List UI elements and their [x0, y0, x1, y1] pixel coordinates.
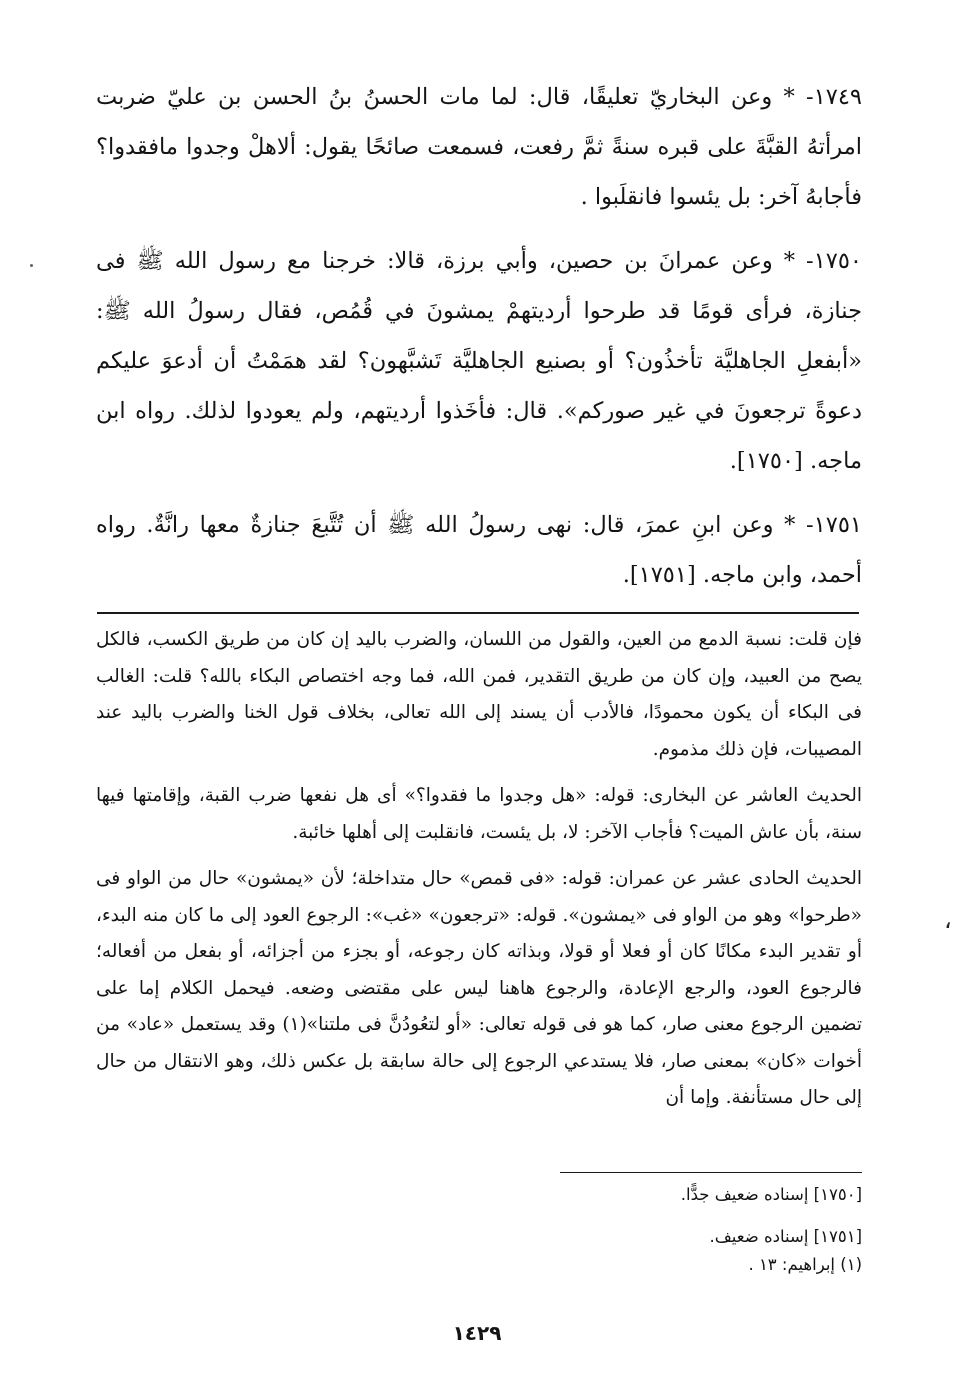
- footnote-quran-ref: (١) إبراهيم: ١٣ .: [748, 1255, 862, 1274]
- commentary-paragraph-2: الحديث العاشر عن البخارى: قوله: «هل وجدوا ما فقدوا؟» أى هل نفعها ضرب القبة، وإقامتها فيها سنة، بأن عاش الميت؟ فأجاب الآخر: لا، بل يئست، فانقلبت إلى أهلها خائبة.: [96, 785, 862, 843]
- page-number: ١٤٢٩: [452, 1321, 502, 1345]
- hadith-section: [96, 72, 862, 614]
- margin-mark: ،: [944, 906, 952, 934]
- footnote-1750: [١٧٥٠] إسناده ضعيف جدًّا.: [680, 1185, 862, 1204]
- main-separator-rule: [97, 612, 859, 614]
- commentary-section: [96, 622, 862, 1127]
- commentary-paragraph-1: فإن قلت: نسبة الدمع من العين، والقول من اللسان، والضرب باليد إن كان من طريق الكسب، فالكل يصح من العبيد، وإن كان من طريق التقدير، فمن الله، فما وجه اختصاص البكاء بالله؟ قلت: الغالب فى البكاء أن يكون محمودًا، فالأدب أن يسند إلى الله تعالى، بخلاف قول الخنا والضرب باليد عند المصيبات، فإن ذلك مذموم.: [96, 629, 862, 760]
- footnote-separator-rule: [560, 1172, 862, 1173]
- footnote-1751: [١٧٥١] إسناده ضعيف.: [709, 1227, 862, 1246]
- hadith-1751: ١٧٥١- * وعن ابنِ عمرَ، قال: نهى رسولُ الله ﷺ أن تُتَّبعَ جنازةٌ معها رانَّةٌ. رواه أحمد، وابن ماجه. [١٧٥١].: [96, 512, 862, 588]
- footnotes-section: [96, 1184, 862, 1296]
- scan-speck: [30, 264, 33, 267]
- hadith-1750: ١٧٥٠- * وعن عمرانَ بن حصين، وأبي برزة، قالا: خرجنا مع رسول الله ﷺ فى جنازة، فرأى قومًا قد طرحوا أرديتهمْ يمشونَ في قُمُص، فقال رسولُ الله ﷺ: «أبفعلِ الجاهليَّة تأخذُون؟ أو بصنيع الجاهليَّة تَشبَّهون؟ لقد همَمْتُ أن أدعوَ عليكم دعوةً ترجعونَ في غير صوركم». قال: فأخَذوا أرديتهم، ولم يعودوا لذلك. رواه ابن ماجه. [١٧٥٠].: [96, 248, 862, 474]
- commentary-paragraph-3: الحديث الحادى عشر عن عمران: قوله: «فى قمص» حال متداخلة؛ لأن «يمشون» حال من الواو فى «طرحوا» وهو من الواو فى «يمشون». قوله: «ترجعون» «غب»: الرجوع العود إلى ما كان منه البدء، أو تقدير البدء مكانًا كان أو فعلا أو قولا، وبذاته كان رجوعه، أو بجزء من أجزائه، أو بفعل من أفعاله؛ فالرجوع العود، والرجع الإعادة، والرجوع هاهنا ليس على مقتضى وضعه. فيحمل الكلام إما على تضمين الرجوع معنى صار، كما هو فى قوله تعالى: «أو لتعُودُنَّ فى ملتنا»(١) وقد يستعمل «عاد» من أخوات «كان» بمعنى صار، فلا يستدعي الرجوع إلى حالة سابقة بل عكس ذلك، وهو الانتقال من حال إلى حال مستأنفة. وإما أن: [96, 868, 863, 1108]
- hadith-1749: ١٧٤٩- * وعن البخاريّ تعليقًا، قال: لما مات الحسنُ بنُ الحسن بن عليّ ضربت امرأتهُ القبَّةَ على قبره سنةً ثمَّ رفعت، فسمعت صائحًا يقول: ألاهلْ وجدوا مافقدوا؟ فأجابهُ آخر: بل يئسوا فانقلَبوا .: [96, 84, 862, 210]
